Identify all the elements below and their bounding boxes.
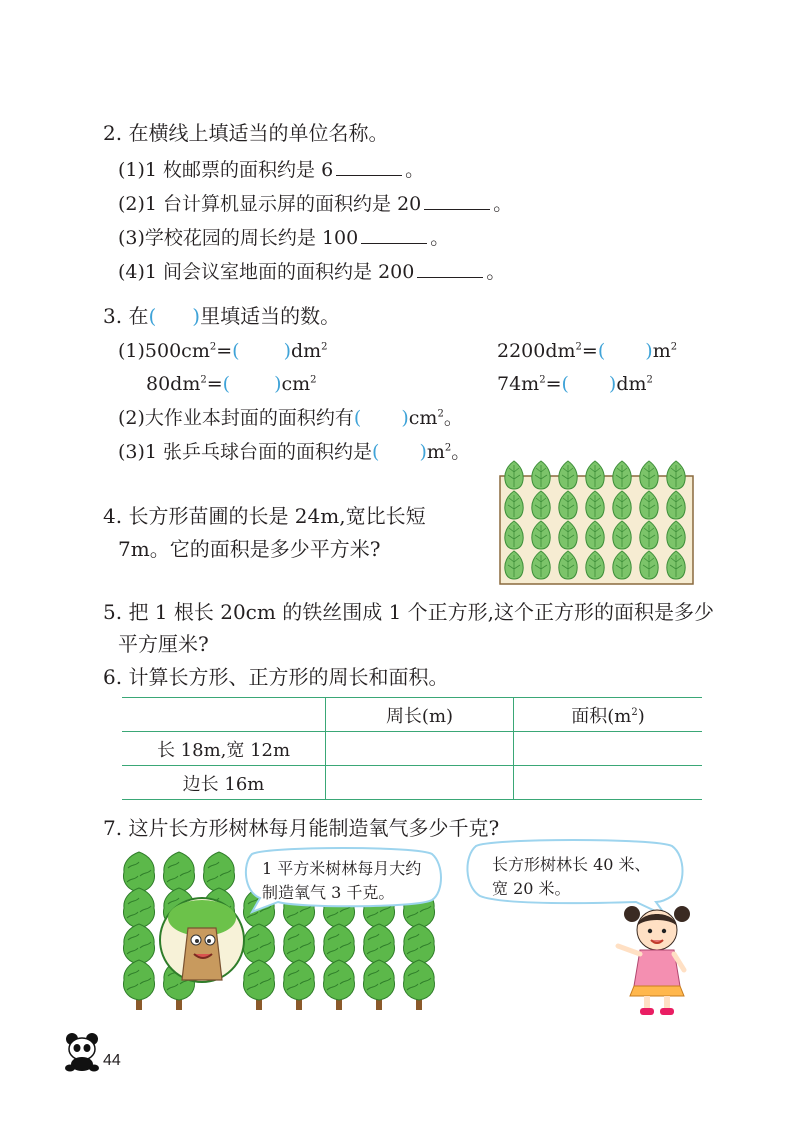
q3-p1-c-lparen: ( <box>222 373 231 395</box>
q3-p1-a-unit-sup: 2 <box>321 341 328 353</box>
q3-p1-d-lparen: ( <box>561 373 569 395</box>
q4-line-2: 7m。它的面积是多少平方米? <box>118 537 381 561</box>
q7-title: 7. 这片长方形树林每月能制造氧气多少千克? <box>103 816 500 840</box>
q3-p1-b-lparen: ( <box>597 340 606 362</box>
q3-p2-end: 。 <box>443 407 463 429</box>
q5-line-2: 平方厘米? <box>118 632 209 656</box>
q6-row-2-perimeter-cell[interactable] <box>326 766 514 800</box>
q3-title <box>103 303 340 329</box>
q3-p2-lparen: ( <box>353 407 362 429</box>
q2-item-4-end: 。 <box>486 261 506 283</box>
q6-row-1-perimeter-cell[interactable] <box>326 732 514 766</box>
q6-table-header <box>122 698 702 732</box>
q3-p1-d-unit: dm <box>616 373 647 395</box>
q6-row-2-label: 边长 16m <box>122 766 326 800</box>
q3-p3-sup: 2 <box>444 442 452 454</box>
q6-header-area <box>514 698 703 732</box>
q2-item-2-text: (2)1 台计算机显示屏的面积约是 20 <box>118 193 422 215</box>
q3-p1-a-sup: 2 <box>209 341 217 353</box>
q2-item-3-blank[interactable] <box>361 225 427 244</box>
q3-p1-a <box>118 338 328 364</box>
q6-header-perimeter: 周长(m) <box>326 698 514 732</box>
nursery-illustration <box>497 458 697 586</box>
q3-p1-a-lparen: ( <box>232 340 240 362</box>
q3-p1-d-eq: = <box>545 373 562 395</box>
q3-p2 <box>118 405 463 431</box>
q3-p1-d <box>497 371 653 397</box>
page-number: 44 <box>103 1052 121 1069</box>
bubble-tree-line-1: 1 平方米树林每月大约 <box>262 859 422 878</box>
q3-title-pre: 3. 在 <box>103 304 149 328</box>
panda-icon <box>62 1030 102 1072</box>
girl-character <box>612 900 702 1018</box>
q6-header-empty <box>122 698 326 732</box>
q2-item-1 <box>118 157 424 183</box>
q4-line-1: 4. 长方形苗圃的长是 24m,宽比长短 <box>103 504 426 528</box>
q3-p1-d-rparen: ) <box>608 373 617 395</box>
q3-p1-c-unit-sup: 2 <box>310 374 317 386</box>
q3-p1-b <box>497 338 677 364</box>
q2-item-4 <box>118 259 505 285</box>
q3-p1-c-unit: cm <box>281 373 311 395</box>
bubble-girl-line-1: 长方形树林长 40 米、 <box>492 855 651 874</box>
q3-p2-text: (2)大作业本封面的面积约有 <box>118 407 354 429</box>
q3-p3-end: 。 <box>451 441 471 463</box>
q3-p1-c-rparen: ) <box>274 373 282 395</box>
speech-bubble-tree <box>262 857 421 905</box>
bubble-girl-line-2: 宽 20 米。 <box>492 879 571 898</box>
q5-line-1: 5. 把 1 根长 20cm 的铁丝围成 1 个正方形,这个正方形的面积是多少 <box>103 600 715 624</box>
q3-p1-d-unit-sup: 2 <box>646 374 653 386</box>
tree-character <box>160 898 244 982</box>
q3-p3 <box>118 439 470 465</box>
table-row <box>122 766 702 800</box>
q3-p1-b-rparen: ) <box>645 340 653 362</box>
q6-header-area-sup: 2 <box>631 706 638 718</box>
q2-item-4-blank[interactable] <box>417 259 483 278</box>
q3-p1-a-rparen: ) <box>283 340 291 362</box>
q6-title: 6. 计算长方形、正方形的周长和面积。 <box>103 665 449 689</box>
q3-p1-a-unit: dm <box>290 340 322 362</box>
q3-p3-rparen: ) <box>419 441 427 463</box>
q2-item-1-blank[interactable] <box>336 157 402 176</box>
q3-p1-c-sup: 2 <box>200 374 207 386</box>
q2-item-3-text: (3)学校花园的周长约是 100 <box>118 227 359 249</box>
q2-item-2-end: 。 <box>493 193 513 215</box>
q2-item-2 <box>118 191 512 217</box>
q6-table <box>122 697 702 800</box>
q2-item-1-text: (1)1 枚邮票的面积约是 6 <box>118 159 334 181</box>
q3-p1-b-pre: 2200dm <box>497 340 576 362</box>
q3-title-lparen: ( <box>148 304 157 328</box>
q2-item-1-end: 。 <box>405 159 425 181</box>
q2-item-3 <box>118 225 449 251</box>
q2-item-2-blank[interactable] <box>424 191 490 210</box>
q3-p1-c <box>146 371 317 397</box>
q3-p2-unit: cm <box>408 407 438 429</box>
q3-p1-d-pre: 74m <box>497 373 540 395</box>
speech-bubble-girl <box>492 853 651 901</box>
q3-p1-c-eq: = <box>206 373 223 395</box>
q2-title: 2. 在横线上填适当的单位名称。 <box>103 121 389 145</box>
q3-p2-sup: 2 <box>437 408 444 420</box>
q6-row-2-area-cell[interactable] <box>514 766 703 800</box>
q6-row-1-area-cell[interactable] <box>514 732 703 766</box>
q6-header-area-close: ) <box>637 705 645 727</box>
q3-title-post: 里填适当的数。 <box>200 304 341 328</box>
table-row <box>122 732 702 766</box>
q2-item-4-text: (4)1 间会议室地面的面积约是 200 <box>118 261 415 283</box>
q6-header-area-text: 面积(m <box>571 705 632 727</box>
q2-item-3-end: 。 <box>430 227 450 249</box>
q3-p1-b-eq: = <box>581 340 598 362</box>
q3-p1-b-unit: m <box>652 340 671 362</box>
bubble-tree-line-2: 制造氧气 3 千克。 <box>262 883 395 902</box>
q3-p1-c-pre: 80dm <box>146 373 201 395</box>
q3-p1-a-pre: (1)500cm <box>118 340 210 362</box>
q3-p2-rparen: ) <box>401 407 409 429</box>
q6-row-1-label: 长 18m,宽 12m <box>122 732 326 766</box>
q3-p3-text: (3)1 张乒乓球台面的面积约是 <box>118 441 373 463</box>
q3-title-rparen: ) <box>192 304 201 328</box>
q3-p3-unit: m <box>426 441 445 463</box>
q3-p1-b-sup: 2 <box>575 341 582 353</box>
q3-p1-d-sup: 2 <box>539 374 546 386</box>
q3-p1-b-unit-sup: 2 <box>670 341 678 353</box>
q3-p3-lparen: ( <box>372 441 380 463</box>
q3-p1-a-eq: = <box>216 340 233 362</box>
